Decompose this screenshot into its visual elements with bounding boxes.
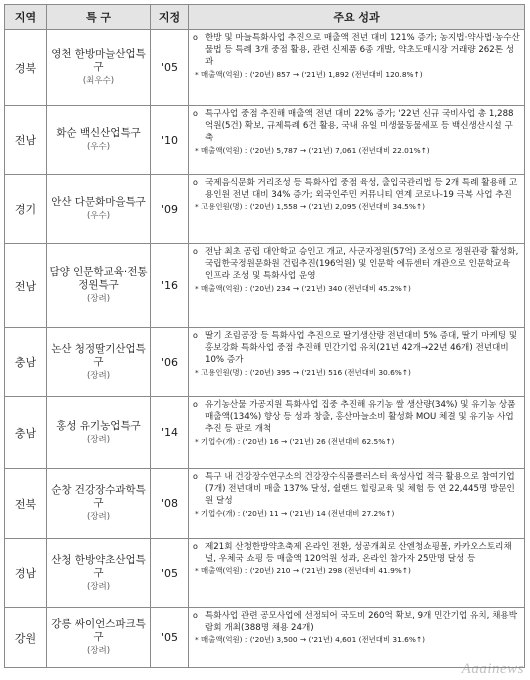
zone-name: 산청 한방약초산업특구 [51, 553, 146, 579]
table-row [5, 608, 525, 668]
outcome-note: * 기업수(개) : ('20년) 16 → ('21년) 26 (전년대비 62.5%↑) [195, 436, 395, 446]
zone-name: 안산 다문화마을특구 [51, 196, 146, 208]
header-designated: 지정 [151, 5, 189, 30]
award-tag: (최우수) [82, 76, 115, 86]
region-cell: 경남 [5, 539, 47, 608]
bullet-circle-icon: o [193, 611, 198, 620]
watermark-logo: Aaainews [461, 661, 524, 677]
bullet-circle-icon: o [193, 542, 198, 551]
region-cell: 전남 [5, 244, 47, 328]
table-row [5, 244, 525, 328]
year-cell: '14 [151, 397, 189, 469]
year-cell: '10 [151, 106, 189, 175]
zone-name: 강릉 싸이언스파크특구 [51, 618, 146, 643]
award-tag: (장려) [86, 512, 111, 522]
zone-cell [47, 244, 151, 328]
outcome-text: 딸기 조림공장 등 특화사업 추진으로 딸기생산량 전년대비 5% 증대, 딸기 마케팅 및 홍보강화 특화사업 중점 추진해 민간기업 유치(21년 42개→22년 46개) 전년대비 10% 증가 [205, 331, 518, 366]
table-row [5, 539, 525, 608]
award-tag: (우수) [86, 211, 111, 221]
bullet-circle-icon: o [193, 178, 198, 187]
outcome-text: 제21회 산청한방약초축제 온라인 전환, 성공개최로 산엔청쇼핑몰, 카카오스토리채널, 우체국 쇼핑 등 매출액 120억원 성과, 온라인 참가자 25만명 달성 등 [205, 542, 512, 565]
bullet-circle-icon: o [193, 109, 198, 118]
zone-name: 담양 인문학교육·전통정원특구 [49, 266, 148, 291]
table-header-row [5, 5, 525, 30]
bullet-circle-icon: o [193, 472, 198, 481]
region-cell: 경북 [5, 30, 47, 106]
region-cell: 전남 [5, 106, 47, 175]
award-tag: (장려) [86, 434, 111, 445]
outcome-text: 국제음식문화 거리조성 등 특화사업 중점 육성, 출입국관리법 등 2개 특례 활용해 고용인원 전년 대비 34% 증가; 외국인주민 커뮤니티 연계 코로나-19 극복 사업 추진 [205, 178, 518, 201]
outcome-cell [189, 397, 525, 469]
zone-name: 화순 백신산업특구 [56, 127, 141, 139]
outcome-cell [189, 175, 525, 244]
region-cell: 경기 [5, 175, 47, 244]
zone-cell [47, 175, 151, 244]
outcome-note: * 매출액(억원) : ('20년) 5,787 → ('21년) 7,061 (전년대비 22.01%↑) [195, 145, 430, 155]
bullet-circle-icon: o [193, 247, 198, 256]
outcome-note: * 고용인원(명) : ('20년) 1,558 → ('21년) 2,095 (전년대비 34.5%↑) [195, 202, 425, 212]
year-cell: '09 [151, 175, 189, 244]
header-region: 지역 [5, 5, 47, 30]
table-row [5, 106, 525, 175]
award-tag: (장려) [86, 581, 111, 592]
zone-cell [47, 469, 151, 539]
zone-name: 순창 건강장수과학특구 [51, 484, 146, 509]
year-cell: '05 [151, 608, 189, 668]
outcome-cell [189, 608, 525, 668]
zone-cell [47, 539, 151, 608]
zone-cell [47, 608, 151, 668]
header-zone: 특 구 [47, 5, 151, 30]
zone-name: 홍성 유기농업특구 [56, 419, 141, 432]
zone-name: 영천 한방마늘산업특구 [51, 48, 146, 73]
table-row [5, 397, 525, 469]
table-row [5, 175, 525, 244]
year-cell: '05 [151, 539, 189, 608]
zone-name: 논산 청정딸기산업특구 [51, 342, 146, 368]
award-tag: (장려) [86, 370, 111, 381]
outcome-note: * 매출액(억원) : ('20년) 210 → ('21년) 298 (전년대비 41.9%↑) [195, 566, 411, 576]
region-cell: 강원 [5, 608, 47, 668]
zone-cell [47, 397, 151, 469]
region-cell: 충남 [5, 328, 47, 397]
outcome-text: 한방 및 마늘특화사업 추진으로 매출액 전년 대비 121% 증가; 농지법·약사법·농수산물법 등 특례 3개 중점 활용, 관련 신제품 6종 개발, 약초도매시장 거래량 262톤 성과 [205, 33, 520, 68]
zone-cell [47, 106, 151, 175]
outcome-text: 특구 내 건강장수연구소의 건강장수식품클러스터 육성사업 적극 활용으로 참여기업(7개) 전년대비 매출 137% 달성, 쉴랜드 힐링교육 및 체험 등 연 22,445명 방문인원 달성 [205, 472, 515, 507]
outcome-cell [189, 539, 525, 608]
outcome-text: 특화사업 관련 공모사업에 선정되어 국도비 260억 확보, 9개 민간기업 유치, 채용박람회 개최(388명 채용 24개) [205, 611, 518, 634]
outcome-cell [189, 30, 525, 106]
year-cell: '16 [151, 244, 189, 328]
region-cell: 충남 [5, 397, 47, 469]
outcome-cell [189, 106, 525, 175]
header-outcome: 주요 성과 [189, 5, 525, 30]
table-row [5, 469, 525, 539]
outcome-text: 특구사업 중점 추진해 매출액 전년 대비 22% 증가; '22년 신규 국비사업 총 1,288억원(5건) 확보, 규제특례 6건 활용, 국내 유일 미생물동물세포 등 백신생산시설 구축 [205, 109, 514, 144]
outcome-note: * 고용인원(명) : ('20년) 395 → ('21년) 516 (전년대비 30.6%↑) [195, 367, 411, 377]
year-cell: '08 [151, 469, 189, 539]
year-cell: '05 [151, 30, 189, 106]
award-tag: (장려) [86, 646, 111, 656]
region-cell: 전북 [5, 469, 47, 539]
bullet-circle-icon: o [193, 400, 198, 409]
zone-cell [47, 328, 151, 397]
outcome-text: 전남 최초 공립 대안학교 승인고 개교, 사군자정원(57억) 조성으로 정원관광 활성화, 국립한국정원문화원 건립추진(196억원) 및 인문학 에듀센터 개관으로 인문학교육 인프라 조성 및 특화사업 운영 [205, 247, 519, 282]
award-tag: (장려) [86, 294, 111, 304]
year-cell: '06 [151, 328, 189, 397]
outcome-note: * 매출액(억원) : ('20년) 234 → ('21년) 340 (전년대비 45.2%↑) [195, 283, 411, 293]
table-row [5, 328, 525, 397]
outcome-cell [189, 469, 525, 539]
outcome-cell [189, 244, 525, 328]
outcome-cell [189, 328, 525, 397]
table-row [5, 30, 525, 106]
bullet-circle-icon: o [193, 331, 198, 340]
outcome-note: * 매출액(억원) : ('20년) 857 → ('21년) 1,892 (전년대비 120.8%↑) [195, 69, 423, 79]
outcome-note: * 매출액(억원) : ('20년) 3,500 → ('21년) 4,601 (전년대비 31.6%↑) [195, 635, 425, 645]
outcome-note: * 기업수(개) : ('20년) 11 → ('21년) 14 (전년대비 27.2%↑) [195, 508, 395, 518]
outcome-text: 유기농산물 가공지원 특화사업 집중 추진해 유기농 쌀 생산량(34%) 및 유기농 상품매출액(134%) 향상 등 성과 창출, 홍산마늘소비 활성화 MOU 체결 및 유기농 사업 추진 등 판로 개척 [205, 400, 516, 435]
special-zone-outcomes-table [4, 4, 525, 668]
zone-cell [47, 30, 151, 106]
bullet-circle-icon: o [193, 33, 198, 42]
award-tag: (우수) [86, 142, 111, 152]
